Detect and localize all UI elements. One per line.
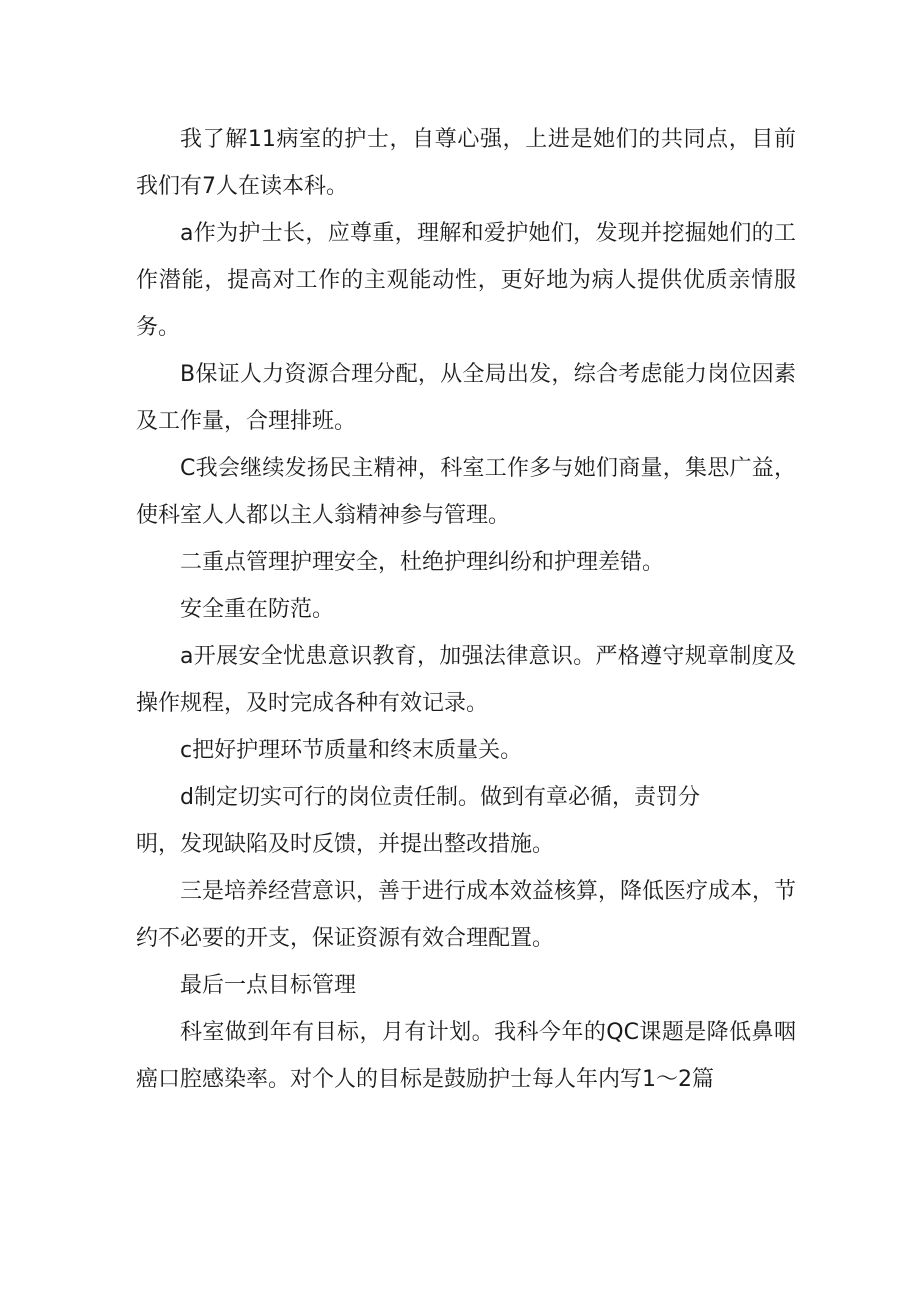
paragraph-item-d-responsibility: d制定切实可行的岗位责任制。做到有章必循，责罚分 <box>180 785 700 810</box>
paragraph-item-d-continued: 明，发现缺陷及时反馈，并提出整改措施。 <box>136 832 555 857</box>
paragraph-department-goals: 科室做到年有目标，月有计划。我科今年的QC课题是降低鼻咽癌口腔感染率。对个人的目标是鼓励护士每人年内写1〜2篇 <box>136 1020 796 1092</box>
paragraph-section-two-heading: 二重点管理护理安全，杜绝护理纠纷和护理差错。 <box>180 550 665 575</box>
paragraph-safety-prevention: 安全重在防范。 <box>180 597 335 622</box>
document-body <box>136 116 796 1103</box>
paragraph-item-a-safety-education: a开展安全忧患意识教育，加强法律意识。严格遵守规章制度及操作规程，及时完成各种有效记录。 <box>136 644 796 716</box>
paragraph-item-c-quality: c把好护理环节质量和终末质量关。 <box>180 738 523 763</box>
paragraph-staff-overview: 我了解11病室的护士，自尊心强，上进是她们的共同点，目前我们有7人在读本科。 <box>136 127 796 199</box>
paragraph-item-b-staffing: B保证人力资源合理分配，从全局出发，综合考虑能力岗位因素及工作量，合理排班。 <box>136 362 796 434</box>
paragraph-section-three-cost: 三是培养经营意识，善于进行成本效益核算，降低医疗成本，节约不必要的开支，保证资源有效合理配置。 <box>136 879 797 951</box>
paragraph-target-management-heading: 最后一点目标管理 <box>180 973 357 998</box>
paragraph-item-a-respect: a作为护士长，应尊重，理解和爱护她们，发现并挖掘她们的工作潜能，提高对工作的主观能动性，更好地为病人提供优质亲情服务。 <box>136 221 796 340</box>
paragraph-item-c-democracy: C我会继续发扬民主精神，科室工作多与她们商量，集思广益，使科室人人都以主人翁精神参与管理。 <box>136 456 796 528</box>
